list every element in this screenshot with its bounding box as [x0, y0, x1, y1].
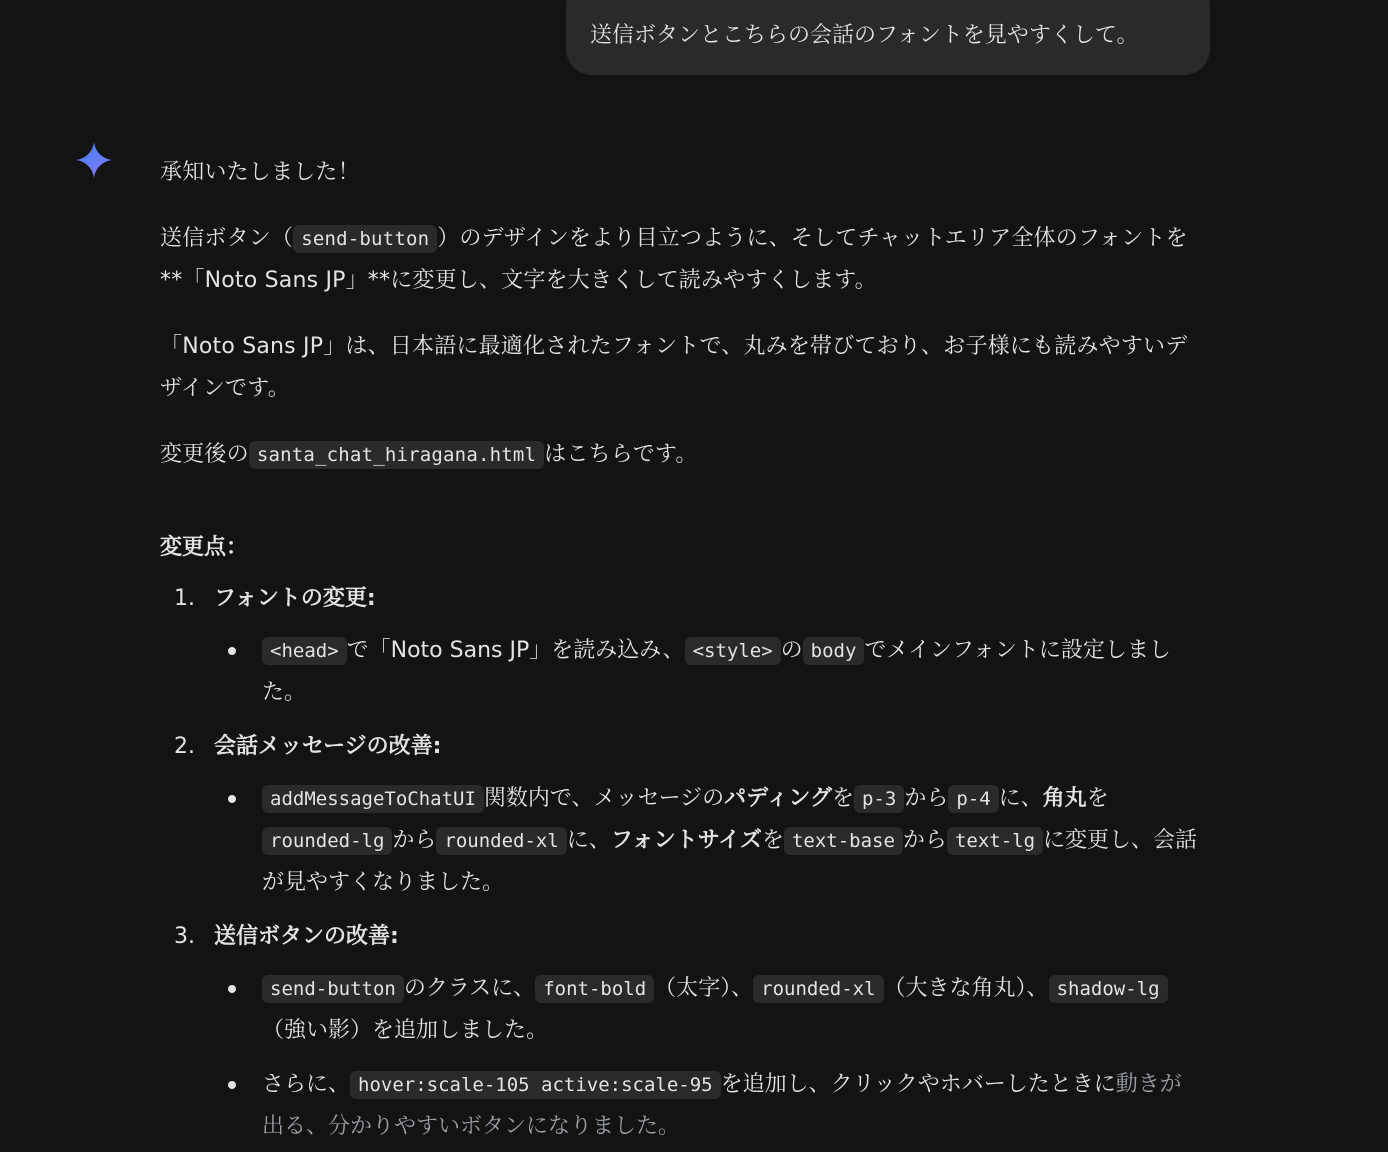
user-message-bubble — [566, 0, 1210, 75]
bullet-item: send-button のクラスに、 font-bold （太字）、 rounded-xl （大きな角丸）、 shadow-lg（強い影）を追加しました。 — [214, 968, 1200, 1052]
list-number: 1. — [174, 586, 195, 611]
bullet-item: <head> で「Noto Sans JP」を読み込み、 <style> の body でメインフォントに設定しました。 — [214, 630, 1200, 714]
response-paragraph-intro: 送信ボタン（ send-button ）のデザインをより目立つように、そしてチャットエリア全体のフォントを**「Noto Sans JP」**に変更し、文字を大きくして読みやすくします。 — [160, 226, 1188, 293]
inline-code: <style> — [685, 637, 781, 665]
inline-code: addMessageToChatUI — [262, 785, 484, 813]
inline-code: rounded-lg — [262, 827, 392, 855]
inline-code: hover:scale-105 active:scale-95 — [350, 1071, 721, 1099]
inline-code: p-4 — [948, 785, 998, 813]
list-item-title: フォントの変更: — [214, 586, 376, 611]
bullet-item: さらに、 hover:scale-105 active:scale-95 を追加し、クリックやホバーしたときに動きが出る、分かりやすいボタンになりました。 — [214, 1064, 1200, 1148]
changes-heading: 変更点： — [160, 535, 249, 560]
inline-code-filename: santa_chat_hiragana.html — [249, 441, 544, 469]
response-paragraph-ack: 承知いたしました！ — [160, 160, 360, 185]
list-item — [160, 578, 1200, 714]
list-number: 2. — [174, 734, 195, 759]
bullet-dot — [228, 647, 236, 655]
list-item-title: 送信ボタンの改善: — [214, 924, 399, 949]
inline-code: send-button — [293, 225, 437, 253]
bullet-dot — [228, 985, 236, 993]
changes-list — [160, 578, 1200, 1148]
inline-code: p-3 — [854, 785, 904, 813]
inline-code: rounded-xl — [753, 975, 883, 1003]
inline-code: text-lg — [947, 827, 1043, 855]
list-item — [160, 916, 1200, 1148]
list-item — [160, 726, 1200, 904]
assistant-response — [160, 152, 1200, 1152]
bullet-item: addMessageToChatUI 関数内で、メッセージのパディングを p-3 から p-4 に、角丸をrounded-lg から rounded-xl に、フォントサイズを text-base から text-lg に変更し、会話が見やすくなりました。 — [214, 778, 1200, 904]
gemini-spark-icon — [76, 142, 112, 178]
response-paragraph-file: 変更後の santa_chat_hiragana.html はこちらです。 — [160, 442, 698, 467]
inline-code: body — [803, 637, 865, 665]
inline-code: text-base — [784, 827, 903, 855]
inline-code: rounded-xl — [436, 827, 566, 855]
response-paragraph-font: 「Noto Sans JP」は、日本語に最適化されたフォントで、丸みを帯びており、お子様にも読みやすいデザインです。 — [160, 334, 1188, 401]
inline-code: send-button — [262, 975, 404, 1003]
inline-code: <head> — [262, 637, 347, 665]
bullet-dot — [228, 1081, 236, 1089]
list-item-title: 会話メッセージの改善: — [214, 734, 442, 759]
bullet-dot — [228, 795, 236, 803]
user-message-text: 送信ボタンとこちらの会話のフォントを見やすくして。 — [590, 23, 1139, 48]
inline-code: font-bold — [535, 975, 654, 1003]
list-number: 3. — [174, 924, 195, 949]
inline-code: shadow-lg — [1049, 975, 1168, 1003]
